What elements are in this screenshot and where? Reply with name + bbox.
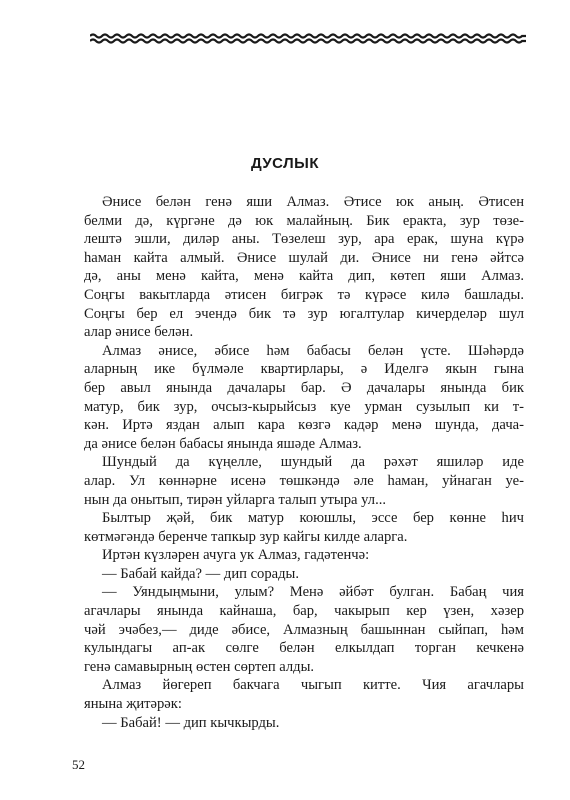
text-line: Шундый да күңелле, шундый да рәхәт яшиләр иде bbox=[102, 454, 524, 471]
text-line: Соңгы вакытларда әтисен бигрәк тә күрәсе килә башлады. bbox=[84, 286, 524, 303]
text-line: Алмаз әнисе, әбисе һәм бабасы белән үсте. Шәһәрдә bbox=[102, 342, 524, 359]
text-line: кән. Иртә яздан алып кара көзгә кадәр менә шунда, дача- bbox=[84, 417, 524, 434]
page-title: ДУСЛЫК bbox=[250, 155, 320, 172]
text-line: Әнисе белән генә яши Алмаз. Әтисе юк аның. Әтисен bbox=[102, 194, 524, 210]
text-line: һаман кайта алмый. Әнисе шулай ди. Әнисе ни генә әйтсә bbox=[84, 249, 524, 266]
text-line: кулындагы ап-ак сөлге белән елкылдап торган кечкенә bbox=[84, 640, 524, 657]
text-line: да әнисе белән бабасы янында яшәде Алмаз. bbox=[84, 435, 362, 452]
text-line: алар әнисе белән. bbox=[84, 324, 194, 341]
text-line: нын да онытып, тирән уйларга талып утыра ул... bbox=[84, 491, 387, 508]
text-line: чәй эчәбез,— диде әбисе, Алмазның башыннан сыйпап, һәм bbox=[84, 621, 524, 638]
text-line: белми дә, күргәне дә юк малайның. Бик ерактa, зур төзе- bbox=[84, 212, 524, 229]
text-line: янына җитәрәк: bbox=[84, 696, 182, 713]
text-line: — Бабай кайда? — дип сорады. bbox=[102, 565, 300, 582]
page-number: 52 bbox=[72, 757, 85, 772]
text-line: Иртән күзләрен ачуга ук Алмаз, гадәтенчә: bbox=[102, 547, 370, 564]
decorative-header-rule bbox=[90, 32, 526, 46]
text-line: дә, аны менә кайта, менә кайта дип, көтеп яши Алмаз. bbox=[84, 268, 524, 285]
text-line: алар. Ул көннәрне исенә төшкәндә әле һаман, уйнаган уе- bbox=[84, 472, 524, 489]
text-line: генә самавырның өстен сөртеп алды. bbox=[84, 658, 315, 675]
text-line: Былтыр җәй, бик матур коюшлы, эссе бер көнне һич bbox=[102, 510, 524, 527]
text-line: аларның ике бүлмәле квартирлары, ә Иделгә якын гына bbox=[84, 361, 524, 378]
text-line: көтмәгәндә беренче тапкыр зур кайгы килде аларга. bbox=[84, 528, 408, 545]
text-line: Соңгы бер ел эчендә бик тә зур югалтулар кичерделәр шул bbox=[84, 305, 524, 322]
story-text bbox=[84, 193, 524, 732]
text-line: агачлары янында кайнаша, бар, чакырып кер үзен, хәзер bbox=[84, 603, 524, 620]
text-line: Алмаз йөгереп бакчага чыгып китте. Чия агачлары bbox=[102, 677, 524, 694]
text-line: — Бабай! — дип кычкырды. bbox=[102, 714, 280, 731]
text-line: лештә эшли, диләр аны. Төзелеш зур, ара ерак, шуна күрә bbox=[84, 231, 524, 248]
text-line: — Уяндыңмыни, улым? Менә әйбәт булган. Бабаң чия bbox=[102, 584, 524, 601]
text-line: бер авыл янында дачалары бар. Ә дачалары янында бик bbox=[84, 379, 524, 396]
text-line: матур, бик зур, очсыз-кырыйсыз куе урман сузылып ки т- bbox=[84, 398, 524, 415]
